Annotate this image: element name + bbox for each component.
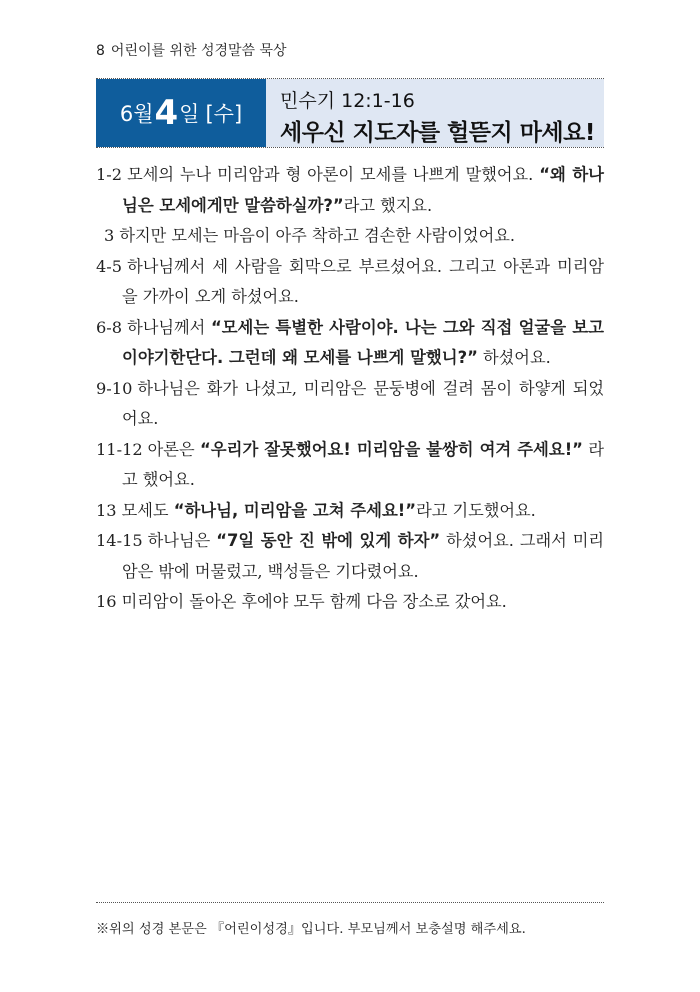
verse-number: 16 [96, 592, 117, 611]
date-weekday: [수] [205, 102, 243, 126]
verse-quote: “왜 하나님은 모세에게만 말씀하실까?” [122, 165, 604, 215]
footer-note: ※위의 성경 본문은 『어린이성경』입니다. 부모님께서 보충설명 해주세요. [96, 922, 526, 937]
verse-item [96, 252, 604, 313]
title-box [266, 79, 604, 147]
verse-item [96, 221, 604, 252]
verse-text-after: 하셨어요. 그래서 미리암은 밖에 머물렀고, 백성들은 기다렸어요. [122, 531, 604, 581]
verse-item [96, 435, 604, 496]
footer-divider [96, 902, 604, 903]
verse-item [96, 374, 604, 435]
verse-number: 3 [104, 226, 115, 245]
verse-number: 11-12 [96, 439, 143, 459]
verse-text-after: 하셨어요. [483, 348, 551, 367]
verse-text: 아론은 [147, 439, 195, 459]
date-box [96, 79, 266, 147]
verse-text-after: 라고 했어요. [122, 439, 604, 489]
verse-number: 13 [96, 500, 117, 520]
devotion-banner [96, 78, 604, 148]
verse-text: 미리암이 돌아온 후에야 모두 함께 다음 장소로 갔어요. [121, 592, 507, 611]
date-day: 4 [154, 93, 179, 133]
verse-quote: “모세는 특별한 사람이야. 나는 그와 직접 얼굴을 보고 이야기한단다. 그런데 왜 모세를 나쁘게 말했니?” [122, 317, 604, 367]
verse-text-after: 라고 기도했어요. [416, 500, 536, 520]
verse-number: 14-15 [96, 531, 143, 550]
verse-quote: “하나님, 미리암을 고쳐 주세요!” [173, 500, 417, 520]
verse-item [96, 160, 604, 221]
verse-number: 1-2 [96, 165, 123, 184]
date-day-suffix: 일 [179, 102, 200, 126]
verse-text: 하나님께서 세 사람을 회막으로 부르셨어요. 그리고 아론과 미리암을 가까이 오게 하셨어요. [122, 256, 604, 306]
verse-item [96, 496, 604, 527]
verse-text: 하지만 모세는 마음이 아주 착하고 겸손한 사람이었어요. [119, 226, 515, 245]
devotion-title: 세우신 지도자를 헐뜯지 마세요! [280, 120, 595, 146]
verse-text: 모세도 [121, 500, 169, 520]
page-number: 8 [96, 43, 105, 59]
verse-text: 하나님은 화가 나셨고, 미리암은 문둥병에 걸려 몸이 하얗게 되었어요. [122, 378, 604, 428]
verse-number: 9-10 [96, 378, 133, 398]
verse-text: 하나님은 [147, 531, 211, 550]
scripture-reference: 민수기 12:1-16 [280, 90, 415, 112]
book-title: 어린이를 위한 성경말씀 묵상 [110, 43, 287, 59]
running-header [96, 40, 287, 60]
verse-number: 6-8 [96, 317, 123, 337]
verse-number: 4-5 [96, 256, 123, 276]
verse-item [96, 587, 604, 618]
verse-item [96, 313, 604, 374]
verse-text: 모세의 누나 미리암과 형 아론이 모세를 나쁘게 말했어요. [127, 165, 534, 184]
verse-item [96, 526, 604, 587]
verse-text-after: 라고 했지요. [343, 195, 433, 215]
verse-list [96, 160, 604, 618]
verse-text: 하나님께서 [127, 317, 206, 337]
verse-quote: “7일 동안 진 밖에 있게 하자” [216, 531, 441, 550]
date-month: 6월 [119, 102, 154, 126]
verse-quote: “우리가 잘못했어요! 미리암을 불쌍히 여겨 주세요!” [200, 439, 583, 459]
